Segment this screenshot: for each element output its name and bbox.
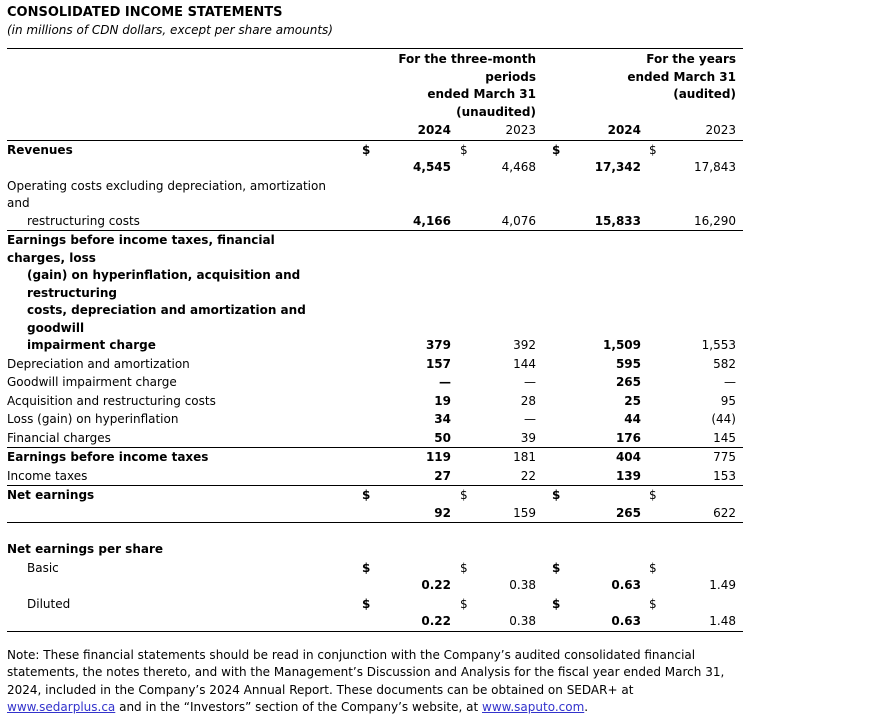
year-header-1: 2023	[505, 123, 536, 137]
value-cell-eps-diluted-0	[359, 596, 451, 631]
row-label-line: Income taxes	[7, 468, 88, 483]
page-subtitle: (in millions of CDN dollars, except per share amounts)	[7, 22, 333, 37]
value-text: 1.48	[709, 614, 736, 628]
row-label-line: Net earnings	[7, 488, 95, 502]
value-text: 0.22	[421, 614, 451, 628]
dollar-sign: $	[649, 142, 657, 157]
value-cell-eps-basic-3	[641, 560, 736, 595]
value-cell-loss-gain-hyperinflation-2: 44	[624, 412, 641, 426]
row-label	[7, 541, 736, 559]
row-goodwill-impairment	[7, 373, 743, 392]
value-cell-goodwill-impairment-3: —	[724, 375, 736, 389]
row-label	[7, 374, 359, 392]
spacer-row	[7, 523, 743, 540]
value-cell-financial-charges-3: 145	[713, 430, 736, 445]
row-net-earnings	[7, 486, 743, 523]
value-cell-financial-charges-2: 176	[615, 430, 641, 445]
row-label-line: (gain) on hyperinflation, acquisition and	[27, 268, 301, 282]
row-label-line: Earnings before income taxes	[7, 450, 209, 464]
page-title: CONSOLIDATED INCOME STATEMENTS	[7, 5, 283, 20]
row-eps-diluted	[7, 595, 743, 632]
income-statement-document	[7, 4, 884, 717]
value-text: 265	[615, 505, 641, 520]
value-cell-loss-gain-hyperinflation-3: (44)	[711, 412, 736, 426]
dollar-sign: $	[649, 488, 657, 502]
value-cell-acquisition-restructuring-0: 19	[434, 393, 451, 408]
value-cell-net-earnings-1	[451, 487, 536, 522]
value-text: 622	[713, 505, 736, 520]
row-label	[7, 449, 359, 467]
value-cell-acquisition-restructuring-1: 28	[520, 393, 536, 408]
dollar-sign: $	[362, 560, 371, 575]
dollar-sign: $	[460, 560, 468, 575]
year-header-3: 2023	[705, 123, 736, 137]
link-saputo[interactable]: www.saputo.com	[482, 700, 585, 714]
income-statement-table	[7, 48, 743, 632]
value-cell-earnings-before-income-taxes-2: 404	[615, 450, 641, 464]
row-income-taxes	[7, 467, 743, 487]
note	[7, 647, 744, 717]
value-cell-net-earnings-0	[359, 487, 451, 522]
row-label	[7, 178, 359, 231]
value-cell-financial-charges-0: 50	[434, 430, 451, 445]
row-label	[7, 430, 359, 448]
value-cell-earnings-before-taxes-charges-2: 1,509	[603, 338, 641, 352]
value-cell-operating-costs-3: 16,290	[694, 213, 736, 228]
table-header	[7, 48, 743, 121]
value-cell-revenues-0	[359, 142, 451, 177]
value-cell-revenues-1	[451, 142, 536, 177]
row-label-line: impairment charge	[27, 338, 156, 352]
value-cell-earnings-before-taxes-charges-0: 379	[425, 338, 451, 352]
value-cell-eps-diluted-2	[536, 596, 641, 631]
value-cell-eps-diluted-3	[641, 596, 736, 631]
value-cell-revenues-2	[536, 142, 641, 177]
value-cell-operating-costs-0: 4,166	[413, 213, 451, 228]
row-label-line: Diluted	[27, 596, 71, 611]
table-body	[7, 141, 743, 632]
dollar-sign: $	[649, 596, 657, 611]
dollar-sign: $	[460, 596, 468, 611]
row-depreciation-amortization	[7, 355, 743, 374]
row-label-line: restructuring	[27, 285, 117, 300]
value-cell-goodwill-impairment-1: —	[524, 375, 536, 389]
dollar-sign: $	[362, 596, 371, 611]
value-text: 0.38	[509, 578, 536, 592]
value-cell-goodwill-impairment-2: 265	[615, 375, 641, 389]
value-text: 4,545	[413, 160, 451, 174]
row-label-line: Revenues	[7, 142, 73, 157]
row-eps-basic	[7, 559, 743, 595]
value-cell-income-taxes-3: 153	[713, 468, 736, 483]
value-cell-income-taxes-0: 27	[434, 468, 451, 483]
value-cell-depreciation-amortization-3: 582	[713, 356, 736, 371]
row-earnings-before-income-taxes	[7, 448, 743, 467]
value-text: 0.22	[421, 578, 451, 592]
row-revenues	[7, 141, 743, 177]
row-label-line: Earnings before income taxes, financial	[7, 233, 275, 247]
row-earnings-before-taxes-charges	[7, 231, 743, 355]
dollar-sign: $	[362, 488, 371, 502]
value-cell-financial-charges-1: 39	[520, 430, 536, 445]
row-label-line: charges, loss	[7, 250, 96, 265]
value-cell-earnings-before-income-taxes-1: 181	[513, 450, 536, 464]
dollar-sign: $	[362, 142, 371, 157]
note-text: .	[584, 700, 589, 714]
row-label-line: Basic	[27, 560, 59, 575]
value-cell-earnings-before-taxes-charges-3: 1,553	[701, 338, 736, 352]
value-cell-operating-costs-1: 4,076	[501, 213, 536, 228]
row-label-line: Financial charges	[7, 430, 111, 445]
row-loss-gain-hyperinflation	[7, 410, 743, 429]
value-text: 4,468	[501, 160, 536, 174]
year-header-row	[7, 121, 743, 141]
row-label	[7, 468, 359, 486]
row-label	[7, 487, 359, 505]
value-cell-eps-basic-1	[451, 560, 536, 595]
row-label	[7, 232, 359, 355]
row-label	[7, 356, 359, 374]
value-cell-net-earnings-2	[536, 487, 641, 522]
row-label-line: restructuring costs	[27, 213, 140, 228]
column-group-header-line: For the three-month	[398, 52, 536, 66]
row-label-line: costs, depreciation and amortization and	[27, 303, 306, 317]
value-text: 0.63	[611, 578, 641, 592]
value-cell-revenues-3	[641, 142, 736, 177]
value-cell-eps-diluted-1	[451, 596, 536, 631]
row-label	[7, 393, 359, 411]
column-group-header-line: For the years	[646, 52, 736, 66]
value-cell-earnings-before-taxes-charges-1: 392	[513, 338, 536, 352]
row-label	[7, 411, 359, 429]
column-group-header-line: (unaudited)	[456, 104, 536, 119]
dollar-sign: $	[552, 142, 561, 157]
value-cell-earnings-before-income-taxes-0: 119	[425, 450, 451, 464]
row-operating-costs	[7, 177, 743, 232]
value-text: 1.49	[709, 578, 736, 592]
value-cell-loss-gain-hyperinflation-0: 34	[434, 412, 451, 426]
value-text: 92	[434, 505, 451, 520]
column-group-header-line: ended March 31	[627, 69, 736, 84]
column-group-years-ended	[536, 51, 736, 121]
column-group-header-line: ended March 31	[427, 87, 536, 101]
row-label	[7, 560, 359, 578]
dollar-sign: $	[552, 488, 561, 502]
row-label-line: Operating costs excluding depreciation, amortization	[7, 178, 326, 193]
value-text: 0.63	[611, 614, 641, 628]
value-text: 159	[513, 505, 536, 520]
year-header-2: 2024	[607, 123, 641, 137]
column-group-three-month-periods	[359, 51, 536, 121]
value-cell-eps-basic-0	[359, 560, 451, 595]
row-label-line: Loss (gain) on hyperinflation	[7, 412, 179, 426]
row-label-line: Depreciation and amortization	[7, 356, 190, 371]
value-text: 17,342	[594, 160, 641, 174]
value-cell-acquisition-restructuring-3: 95	[720, 393, 736, 408]
row-label-line: and	[7, 196, 30, 210]
value-text: 0.38	[509, 614, 536, 628]
row-label	[7, 142, 359, 160]
value-text: 17,843	[694, 160, 736, 174]
row-label-line: Net earnings per share	[7, 542, 164, 556]
value-cell-depreciation-amortization-0: 157	[425, 356, 451, 371]
value-cell-income-taxes-1: 22	[520, 468, 536, 483]
value-cell-depreciation-amortization-1: 144	[513, 356, 536, 371]
value-cell-net-earnings-3	[641, 487, 736, 522]
column-group-header-line: (audited)	[673, 87, 736, 101]
row-label-line: Goodwill impairment charge	[7, 375, 177, 389]
value-cell-eps-basic-2	[536, 560, 641, 595]
row-financial-charges	[7, 429, 743, 449]
note-text: and in the “Investors” section of the Company’s website, at	[115, 700, 482, 714]
year-header-0: 2024	[417, 123, 451, 137]
dollar-sign: $	[460, 488, 468, 502]
row-label-line: Acquisition and restructuring costs	[7, 393, 216, 408]
row-net-earnings-per-share-heading	[7, 540, 743, 559]
row-label	[7, 596, 359, 614]
note-text: Note: These financial statements should be read in conjunction with the Company’s audited consolidated financial statements, the notes thereto, and with the Management’s Discussion and Analysis for the fiscal year ended March 31, 2024, included in the Company’s 2024 Annual Report. These documents can be obtained on SEDAR+ at	[7, 647, 725, 697]
row-label-line: goodwill	[27, 320, 85, 335]
dollar-sign: $	[552, 596, 561, 611]
dollar-sign: $	[552, 560, 561, 575]
header-spacer	[7, 51, 359, 121]
row-acquisition-restructuring	[7, 392, 743, 411]
value-cell-earnings-before-income-taxes-3: 775	[713, 450, 736, 464]
column-group-header-line: periods	[485, 69, 536, 84]
value-cell-goodwill-impairment-0: —	[439, 375, 451, 389]
value-cell-operating-costs-2: 15,833	[594, 213, 641, 228]
value-cell-loss-gain-hyperinflation-1: —	[524, 412, 536, 426]
dollar-sign: $	[649, 560, 657, 575]
value-cell-depreciation-amortization-2: 595	[615, 356, 641, 371]
dollar-sign: $	[460, 142, 468, 157]
value-cell-income-taxes-2: 139	[615, 468, 641, 483]
value-cell-acquisition-restructuring-2: 25	[624, 393, 641, 408]
link-sedarplus[interactable]: www.sedarplus.ca	[7, 700, 116, 714]
